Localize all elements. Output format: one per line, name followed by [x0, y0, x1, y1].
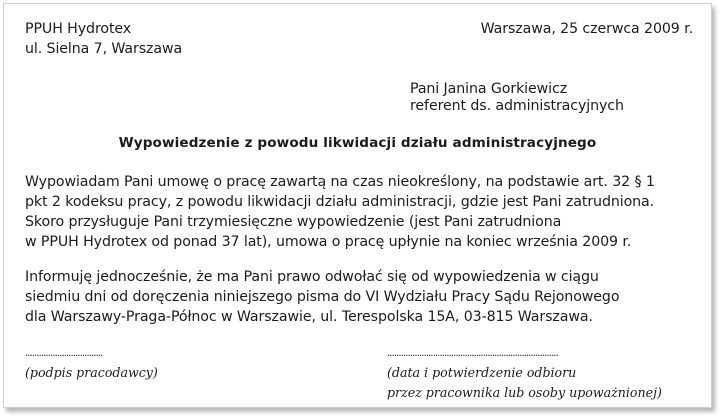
body-paragraph1-line: Wypowiadam Pani umowę o pracę zawartą na czas nieokreślony, na podstawie art. 32 § 1: [25, 174, 655, 190]
letter-sheet: [3, 3, 712, 408]
receipt-signature-caption: (data i potwierdzenie odbioru: [387, 365, 577, 380]
sender-name: PPUH Hydrotex: [25, 21, 132, 37]
place-date: Warszawa, 25 czerwca 2009 r.: [480, 21, 693, 37]
sender-address: ul. Sielna 7, Warszawa: [25, 41, 183, 57]
receipt-signature-line: ...........................................................................: [387, 348, 558, 359]
employer-signature-caption: (podpis pracodawcy): [25, 365, 158, 380]
body-paragraph1-line: w PPUH Hydrotex od ponad 37 lat), umowa o pracę upłynie na koniec września 2009 r.: [25, 234, 632, 250]
body-paragraph2-line: siedmiu dni od doręczenia niniejszego pisma do VI Wydziału Pracy Sądu Rejonowego: [25, 289, 620, 305]
recipient-name: Pani Janina Gorkiewicz: [410, 81, 568, 97]
receipt-signature-caption: przez pracownika lub osoby upoważnionej): [387, 385, 662, 400]
employer-signature-line: ..................................: [25, 348, 103, 359]
letter-title: Wypowiedzenie z powodu likwidacji działu administracyjnego: [118, 135, 597, 151]
body-paragraph2-line: Informuję jednocześnie, że ma Pani prawo odwołać się od wypowiedzenia w ciągu: [25, 269, 599, 285]
body-paragraph2-line: dla Warszawy-Praga-Północ w Warszawie, ul. Terespolska 15A, 03-815 Warszawa.: [25, 309, 593, 325]
body-paragraph1-line: pkt 2 kodeksu pracy, z powodu likwidacji działu administracji, gdzie jest Pani zatrudniona.: [25, 194, 655, 210]
body-paragraph1-line: Skoro przysługuje Pani trzymiesięczne wypowiedzenie (jest Pani zatrudniona: [25, 214, 562, 230]
recipient-position: referent ds. administracyjnych: [410, 98, 624, 114]
